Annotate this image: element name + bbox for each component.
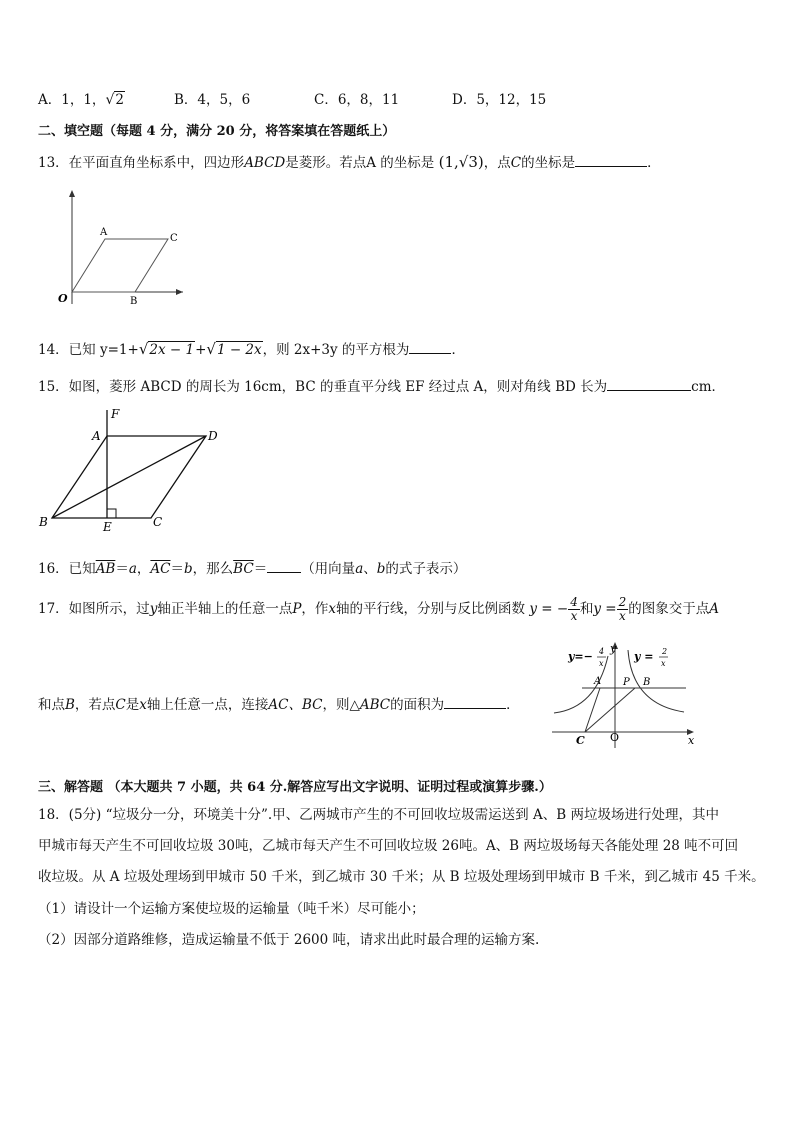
label-c: C bbox=[153, 515, 163, 529]
label-e: E bbox=[103, 520, 112, 534]
answer-blank bbox=[409, 339, 451, 354]
vector-ab: $\overline{AB}$ bbox=[95, 561, 116, 577]
fig-f1-den: x bbox=[599, 659, 604, 668]
fig-f2-num: 2 bbox=[662, 647, 668, 656]
option-b: B．4，5，6 bbox=[174, 92, 251, 108]
vector-ac: $\overline{AC}$ bbox=[150, 561, 171, 577]
fig-label-x: x bbox=[688, 734, 695, 747]
section3-title: 三、解答题 （本大题共 7 小题，共 64 分.解答应写出文字说明、证明过程或演算步骤.） bbox=[38, 780, 552, 795]
q15-text: 15．如图，菱形 ABCD 的周长为 16cm，BC 的垂直平分线 EF 经过点 A，则对角线 BD 长为 cm． bbox=[38, 375, 725, 395]
label-a: A bbox=[92, 429, 101, 443]
q18-sub1: （1）请设计一个运输方案使垃圾的运输量（吨千米）尽可能小； bbox=[38, 901, 425, 917]
fraction-2-over-x: $\frac{2}{x}$ bbox=[618, 594, 627, 623]
answer-blank bbox=[444, 694, 506, 709]
coord-a: (1,√3) bbox=[438, 153, 484, 171]
q12-options bbox=[38, 88, 558, 108]
fig-label-y: y bbox=[610, 642, 617, 655]
q17-figure bbox=[548, 638, 708, 750]
section2-title: 二、填空题（每题 4 分，满分 20 分，将答案填在答题纸上） bbox=[38, 124, 396, 139]
q17-line1: 17．如图所示，过y轴正半轴上的任意一点P，作x轴的平行线，分别与反比例函数 y = − $\frac{4}{x}$ 和y = $\frac{2}{x}$ 的图象交于点A bbox=[38, 594, 719, 623]
fraction-4-over-x: $\frac{4}{x}$ bbox=[570, 594, 578, 623]
fig-label-a: A bbox=[594, 676, 602, 687]
label-c: C bbox=[170, 233, 178, 244]
fig-f2-den: x bbox=[661, 659, 666, 668]
fig-label-b: B bbox=[643, 677, 651, 688]
q15-figure bbox=[36, 404, 226, 534]
option-a: A．1，1，√2 bbox=[38, 92, 124, 108]
label-o: O bbox=[58, 292, 68, 305]
answer-blank bbox=[267, 558, 301, 573]
label-b: B bbox=[130, 296, 138, 307]
label-b: B bbox=[39, 515, 48, 529]
fig-label-f2: y = bbox=[634, 650, 654, 663]
option-c: C．6，8，11 bbox=[314, 92, 400, 108]
vector-bc: $\overline{BC}$ bbox=[233, 561, 254, 577]
fig-label-p: P bbox=[623, 677, 630, 688]
label-a: A bbox=[100, 227, 108, 238]
fig-label-o: O bbox=[610, 731, 620, 744]
q16-text: 16．已知$\overline{AB}=a$，$\overline{AC}=b$，那么$\overline{BC}=$ （用向量a、b的式子表示） bbox=[38, 557, 466, 577]
answer-blank bbox=[575, 152, 647, 167]
fig-f1-num: 4 bbox=[599, 647, 605, 656]
q18-line1: 18．(5分) “垃圾分一分，环境美十分”.甲、乙两城市产生的不可回收垃圾需运送到 A、B 两垃圾场进行处理，其中 bbox=[38, 807, 719, 823]
label-f: F bbox=[111, 407, 120, 421]
q18-line2: 甲城市每天产生不可回收垃圾 30吨，乙城市每天产生不可回收垃圾 26吨。A、B 两垃圾场每天各能处理 28 吨不可回 bbox=[38, 838, 739, 854]
fig-label-c: C bbox=[576, 734, 585, 747]
q18-line3: 收垃圾。从 A 垃圾处理场到甲城市 50 千米，到乙城市 30 千米；从 B 垃圾处理场到甲城市 B 千米，到乙城市 45 千米。 bbox=[38, 869, 765, 885]
q14-text: 14．已知 y=1+√2x − 1+√1 − 2x，则 2x+3y 的平方根为 ． bbox=[38, 340, 465, 358]
option-d: D．5，12，15 bbox=[452, 92, 547, 108]
fig-label-f1: y=− bbox=[568, 650, 593, 663]
q13-text: 13．在平面直角坐标系中，四边形ABCD是菱形。若点A 的坐标是 (1,√3)，点C的坐标是 ． bbox=[38, 153, 661, 171]
q13-figure bbox=[48, 186, 198, 308]
label-d: D bbox=[208, 429, 218, 443]
q17-line2: 和点B，若点C是x轴上任意一点，连接AC、BC，则△ABC的面积为 ． bbox=[38, 693, 520, 713]
answer-blank bbox=[607, 376, 691, 391]
q18-sub2: （2）因部分道路维修，造成运输量不低于 2600 吨，请求出此时最合理的运输方案. bbox=[38, 932, 540, 948]
